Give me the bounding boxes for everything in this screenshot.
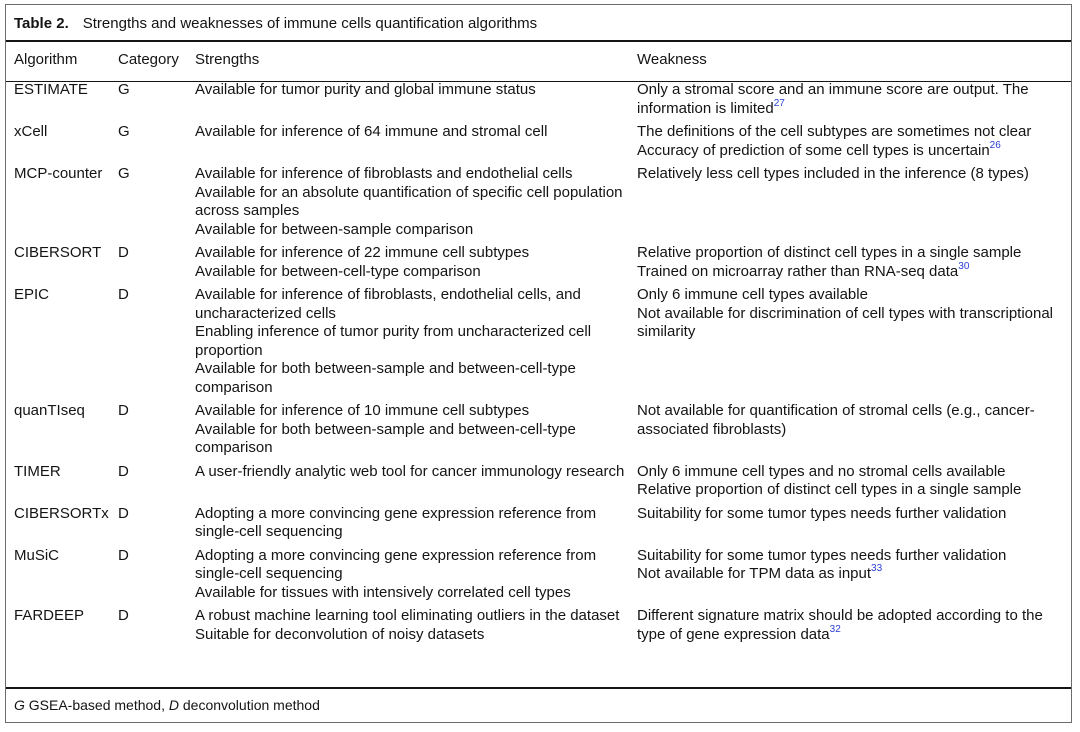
cell-algorithm: CIBERSORTx: [14, 504, 109, 522]
table-label: Table 2.: [14, 15, 69, 32]
cell-strengths: [195, 244, 637, 286]
cell-strengths: [195, 81, 637, 123]
cell-algorithm: EPIC: [14, 286, 50, 303]
strength-line: Available for tissues with intensively correlated cell types: [195, 583, 571, 601]
cell-weakness: [637, 165, 1068, 244]
cell-strengths: [195, 547, 637, 608]
strength-line: Available for inference of 10 immune cell subtypes: [195, 402, 530, 419]
cell-category: D: [118, 607, 129, 624]
cell-algorithm: TIMER: [14, 462, 61, 480]
table-row: [14, 402, 1068, 463]
cell-category: D: [118, 462, 129, 480]
strength-line: Available for between-cell-type comparison: [195, 262, 481, 280]
cell-algorithm: ESTIMATE: [14, 81, 88, 98]
weakness-line: [637, 305, 1068, 342]
weakness-text: Suitability for some tumor types needs further validation: [637, 504, 1007, 522]
table-row: [14, 123, 1068, 165]
table-frame: [5, 4, 1072, 723]
table-title: Strengths and weaknesses of immune cells quantification algorithms: [82, 15, 538, 32]
cell-strengths: [195, 402, 637, 463]
strength-line: Adopting a more convincing gene expression reference from single-cell sequencing: [195, 504, 597, 540]
table-caption: [14, 15, 537, 33]
strength-line: Adopting a more convincing gene expression reference from single-cell sequencing: [195, 546, 597, 582]
weakness-text: Not available for TPM data as input: [637, 565, 872, 582]
weakness-text: Relatively less cell types included in the inference (8 types): [637, 165, 1029, 182]
strength-line: Available for inference of 64 immune and stromal cell: [195, 123, 548, 140]
weakness-line: [637, 286, 1068, 305]
cell-weakness: [637, 402, 1068, 463]
cell-category: D: [118, 504, 129, 522]
weakness-line: [637, 505, 1068, 524]
strength-line: Available for both between-sample and between-cell-type comparison: [195, 360, 576, 396]
table-row: [14, 165, 1068, 244]
weakness-line: [637, 547, 1068, 566]
weakness-line: [637, 81, 1068, 118]
column-header-strengths: Strengths: [195, 51, 260, 68]
cell-category: G: [118, 81, 130, 98]
table-row: [14, 463, 1068, 505]
weakness-text: Only a stromal score and an immune score are output. The information is limited: [637, 81, 1029, 117]
weakness-text: Relative proportion of distinct cell types in a single sample: [637, 481, 1022, 498]
weakness-text: Different signature matrix should be adopted according to the type of gene expression data: [637, 607, 1043, 643]
cell-category: G: [118, 123, 130, 140]
table-row: [14, 81, 1068, 123]
cell-weakness: [637, 547, 1068, 608]
column-header-algorithm: Algorithm: [14, 51, 78, 68]
strength-line: A robust machine learning tool eliminating outliers in the dataset: [195, 607, 620, 624]
cell-strengths: [195, 463, 637, 505]
cell-weakness: [637, 286, 1068, 402]
reference-link[interactable]: 33: [871, 563, 883, 574]
weakness-line: [637, 607, 1068, 644]
weakness-line: [637, 481, 1068, 500]
weakness-text: Suitability for some tumor types needs further validation: [637, 546, 1007, 564]
cell-weakness: [637, 505, 1068, 547]
cell-weakness: [637, 463, 1068, 505]
weakness-text: The definitions of the cell subtypes are sometimes not clear: [637, 123, 1032, 140]
weakness-line: [637, 565, 1068, 584]
header-row: [14, 51, 1068, 81]
weakness-line: [637, 244, 1068, 263]
algorithms-table: [14, 51, 1068, 649]
top-rule: [6, 40, 1071, 42]
strength-line: Available for inference of fibroblasts and endothelial cells: [195, 165, 573, 182]
weakness-text: Only 6 immune cell types and no stromal cells available: [637, 462, 1006, 480]
cell-algorithm: CIBERSORT: [14, 244, 102, 261]
cell-weakness: [637, 81, 1068, 123]
cell-category: G: [118, 165, 130, 182]
cell-strengths: [195, 505, 637, 547]
footnote-d-abbrev: D: [168, 697, 179, 713]
weakness-text: Accuracy of prediction of some cell types is uncertain: [637, 141, 990, 159]
table-row: [14, 286, 1068, 402]
weakness-text: Not available for quantification of stromal cells (e.g., cancer-associated fibroblasts): [637, 402, 1035, 438]
reference-link[interactable]: 32: [829, 623, 841, 635]
strength-line: Available for inference of fibroblasts, endothelial cells, and uncharacterized cells: [195, 286, 581, 322]
cell-algorithm: quanTIseq: [14, 402, 85, 419]
strength-line: Available for between-sample comparison: [195, 220, 474, 238]
footnote-g-text: GSEA-based method,: [28, 697, 165, 713]
cell-weakness: [637, 244, 1068, 286]
cell-algorithm: xCell: [14, 123, 48, 140]
table-body: [14, 81, 1068, 649]
reference-link[interactable]: 26: [989, 139, 1001, 151]
cell-category: D: [118, 546, 129, 564]
weakness-line: [637, 402, 1068, 439]
table-footnote: [14, 696, 320, 714]
cell-weakness: [637, 123, 1068, 165]
strength-line: Suitable for deconvolution of noisy datasets: [195, 625, 485, 643]
cell-algorithm: MuSiC: [14, 546, 60, 564]
strength-line: A user-friendly analytic web tool for cancer immunology research: [195, 462, 625, 480]
cell-category: D: [118, 402, 129, 419]
cell-strengths: [195, 165, 637, 244]
cell-category: D: [118, 286, 129, 303]
footnote-d-text: deconvolution method: [182, 697, 320, 713]
weakness-line: [637, 165, 1068, 184]
cell-strengths: [195, 607, 637, 649]
weakness-line: [637, 123, 1068, 142]
strength-line: Available for an absolute quantification of specific cell population across samples: [195, 183, 623, 219]
strength-line: Available for inference of 22 immune cell subtypes: [195, 244, 530, 261]
column-header-weakness: Weakness: [637, 51, 707, 68]
column-header-category: Category: [118, 51, 179, 68]
strength-line: Enabling inference of tumor purity from uncharacterized cell proportion: [195, 323, 592, 359]
weakness-text: Only 6 immune cell types available: [637, 286, 868, 303]
weakness-text: Relative proportion of distinct cell types in a single sample: [637, 244, 1022, 261]
bottom-rule: [6, 687, 1071, 689]
reference-link[interactable]: 27: [773, 97, 785, 109]
cell-algorithm: MCP-counter: [14, 165, 103, 182]
footnote-g-abbrev: G: [14, 697, 25, 713]
cell-algorithm: FARDEEP: [14, 607, 85, 624]
cell-category: D: [118, 244, 129, 261]
weakness-text: Not available for discrimination of cell types with transcriptional similarity: [637, 304, 1054, 340]
table-row: [14, 547, 1068, 608]
reference-link[interactable]: 30: [958, 260, 970, 272]
cell-strengths: [195, 286, 637, 402]
table-row: [14, 244, 1068, 286]
strength-line: Available for both between-sample and between-cell-type comparison: [195, 420, 576, 456]
cell-weakness: [637, 607, 1068, 649]
weakness-line: [637, 260, 1068, 282]
table-row: [14, 607, 1068, 649]
weakness-line: [637, 463, 1068, 482]
table-row: [14, 505, 1068, 547]
cell-strengths: [195, 123, 637, 165]
weakness-text: Trained on microarray rather than RNA-seq data: [637, 262, 959, 280]
strength-line: Available for tumor purity and global immune status: [195, 81, 536, 98]
weakness-line: [637, 139, 1068, 161]
